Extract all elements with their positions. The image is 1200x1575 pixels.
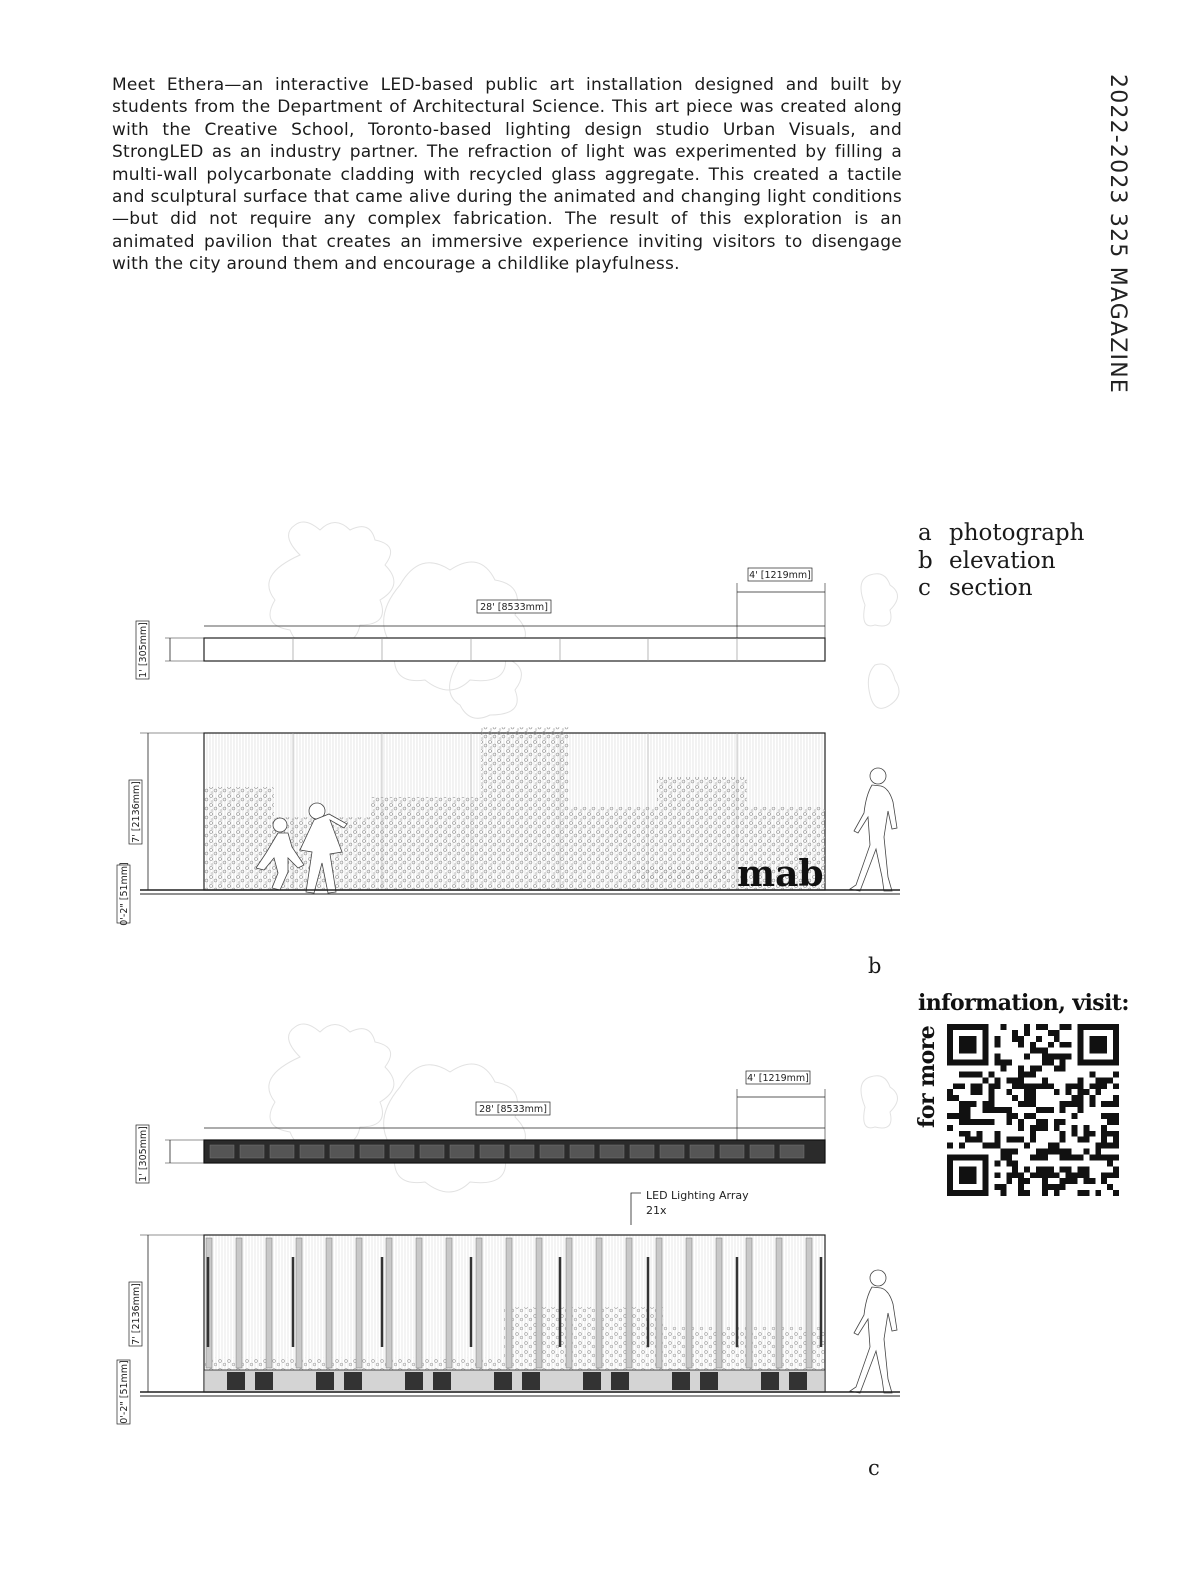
legend-item: [918, 548, 1084, 576]
section-svg: [110, 1017, 910, 1432]
qr-code-icon[interactable]: [947, 1024, 1119, 1196]
top-height-label: 1' [305mm]: [138, 1126, 149, 1182]
pedestrian-silhouette-icon: [850, 768, 897, 891]
legend-letter: c: [918, 575, 931, 601]
section-drawing: [110, 1017, 910, 1432]
legend-letter: b: [918, 547, 933, 574]
base-height-label: 0'-2" [51mm]: [119, 862, 130, 926]
base-height-label: 0'-2" [51mm]: [119, 1360, 130, 1424]
elevation-drawing: [110, 515, 910, 930]
legend-label: section: [949, 575, 1033, 601]
figure-legend: [918, 520, 1084, 603]
wall-height-label: 7' [2136mm]: [131, 1283, 142, 1345]
wall-height-label: 7' [2136mm]: [131, 781, 142, 843]
led-array-annotation: LED Lighting Array: [646, 1189, 749, 1202]
figure-label-b: b: [868, 954, 882, 978]
overall-dimension-label: 28' [8533mm]: [479, 1104, 547, 1115]
legend-item: [918, 575, 1084, 603]
tree-outline-icon: [269, 522, 899, 718]
running-head: 2022-2023 325 MAGAZINE: [1105, 74, 1130, 394]
module-dimension-label: 4' [1219mm]: [747, 1073, 809, 1084]
qr-side-text: for more: [914, 1025, 940, 1128]
legend-item: [918, 520, 1084, 548]
figure-label-c: c: [868, 1456, 880, 1480]
led-array-count: 21x: [646, 1204, 667, 1217]
legend-letter: a: [918, 520, 932, 546]
legend-label: elevation: [949, 547, 1056, 574]
pedestrian-silhouette-icon: [850, 1270, 897, 1393]
tree-outline-icon: [269, 1024, 898, 1192]
qr-title: information, visit:: [918, 990, 1129, 1016]
elevation-svg: [110, 515, 910, 930]
legend-label: photograph: [949, 520, 1085, 546]
intro-paragraph: Meet Ethera—an interactive LED-based public art installation designed and built by students from the Department of Architectural Science. This art piece was created along with the Creative School, Toronto-based lighting design studio Urban Visuals, and StrongLED as an industry partner. The refraction of light was experimented by filling a multi-wall polycarbonate cladding with recycled glass aggregate. This created a tactile and sculptural surface that came alive during the animated and changing light conditions—but did not require any complex fabrication. The result of this exploration is an animated pavilion that creates an immersive experience inviting visitors to disengage with the city around them and encourage a childlike playfulness.: [112, 75, 902, 275]
qr-info-block: [914, 990, 1134, 1205]
mab-logo-text: mab: [737, 853, 824, 895]
overall-dimension-label: 28' [8533mm]: [480, 602, 548, 613]
top-height-label: 1' [305mm]: [138, 622, 149, 678]
module-dimension-label: 4' [1219mm]: [749, 570, 811, 581]
